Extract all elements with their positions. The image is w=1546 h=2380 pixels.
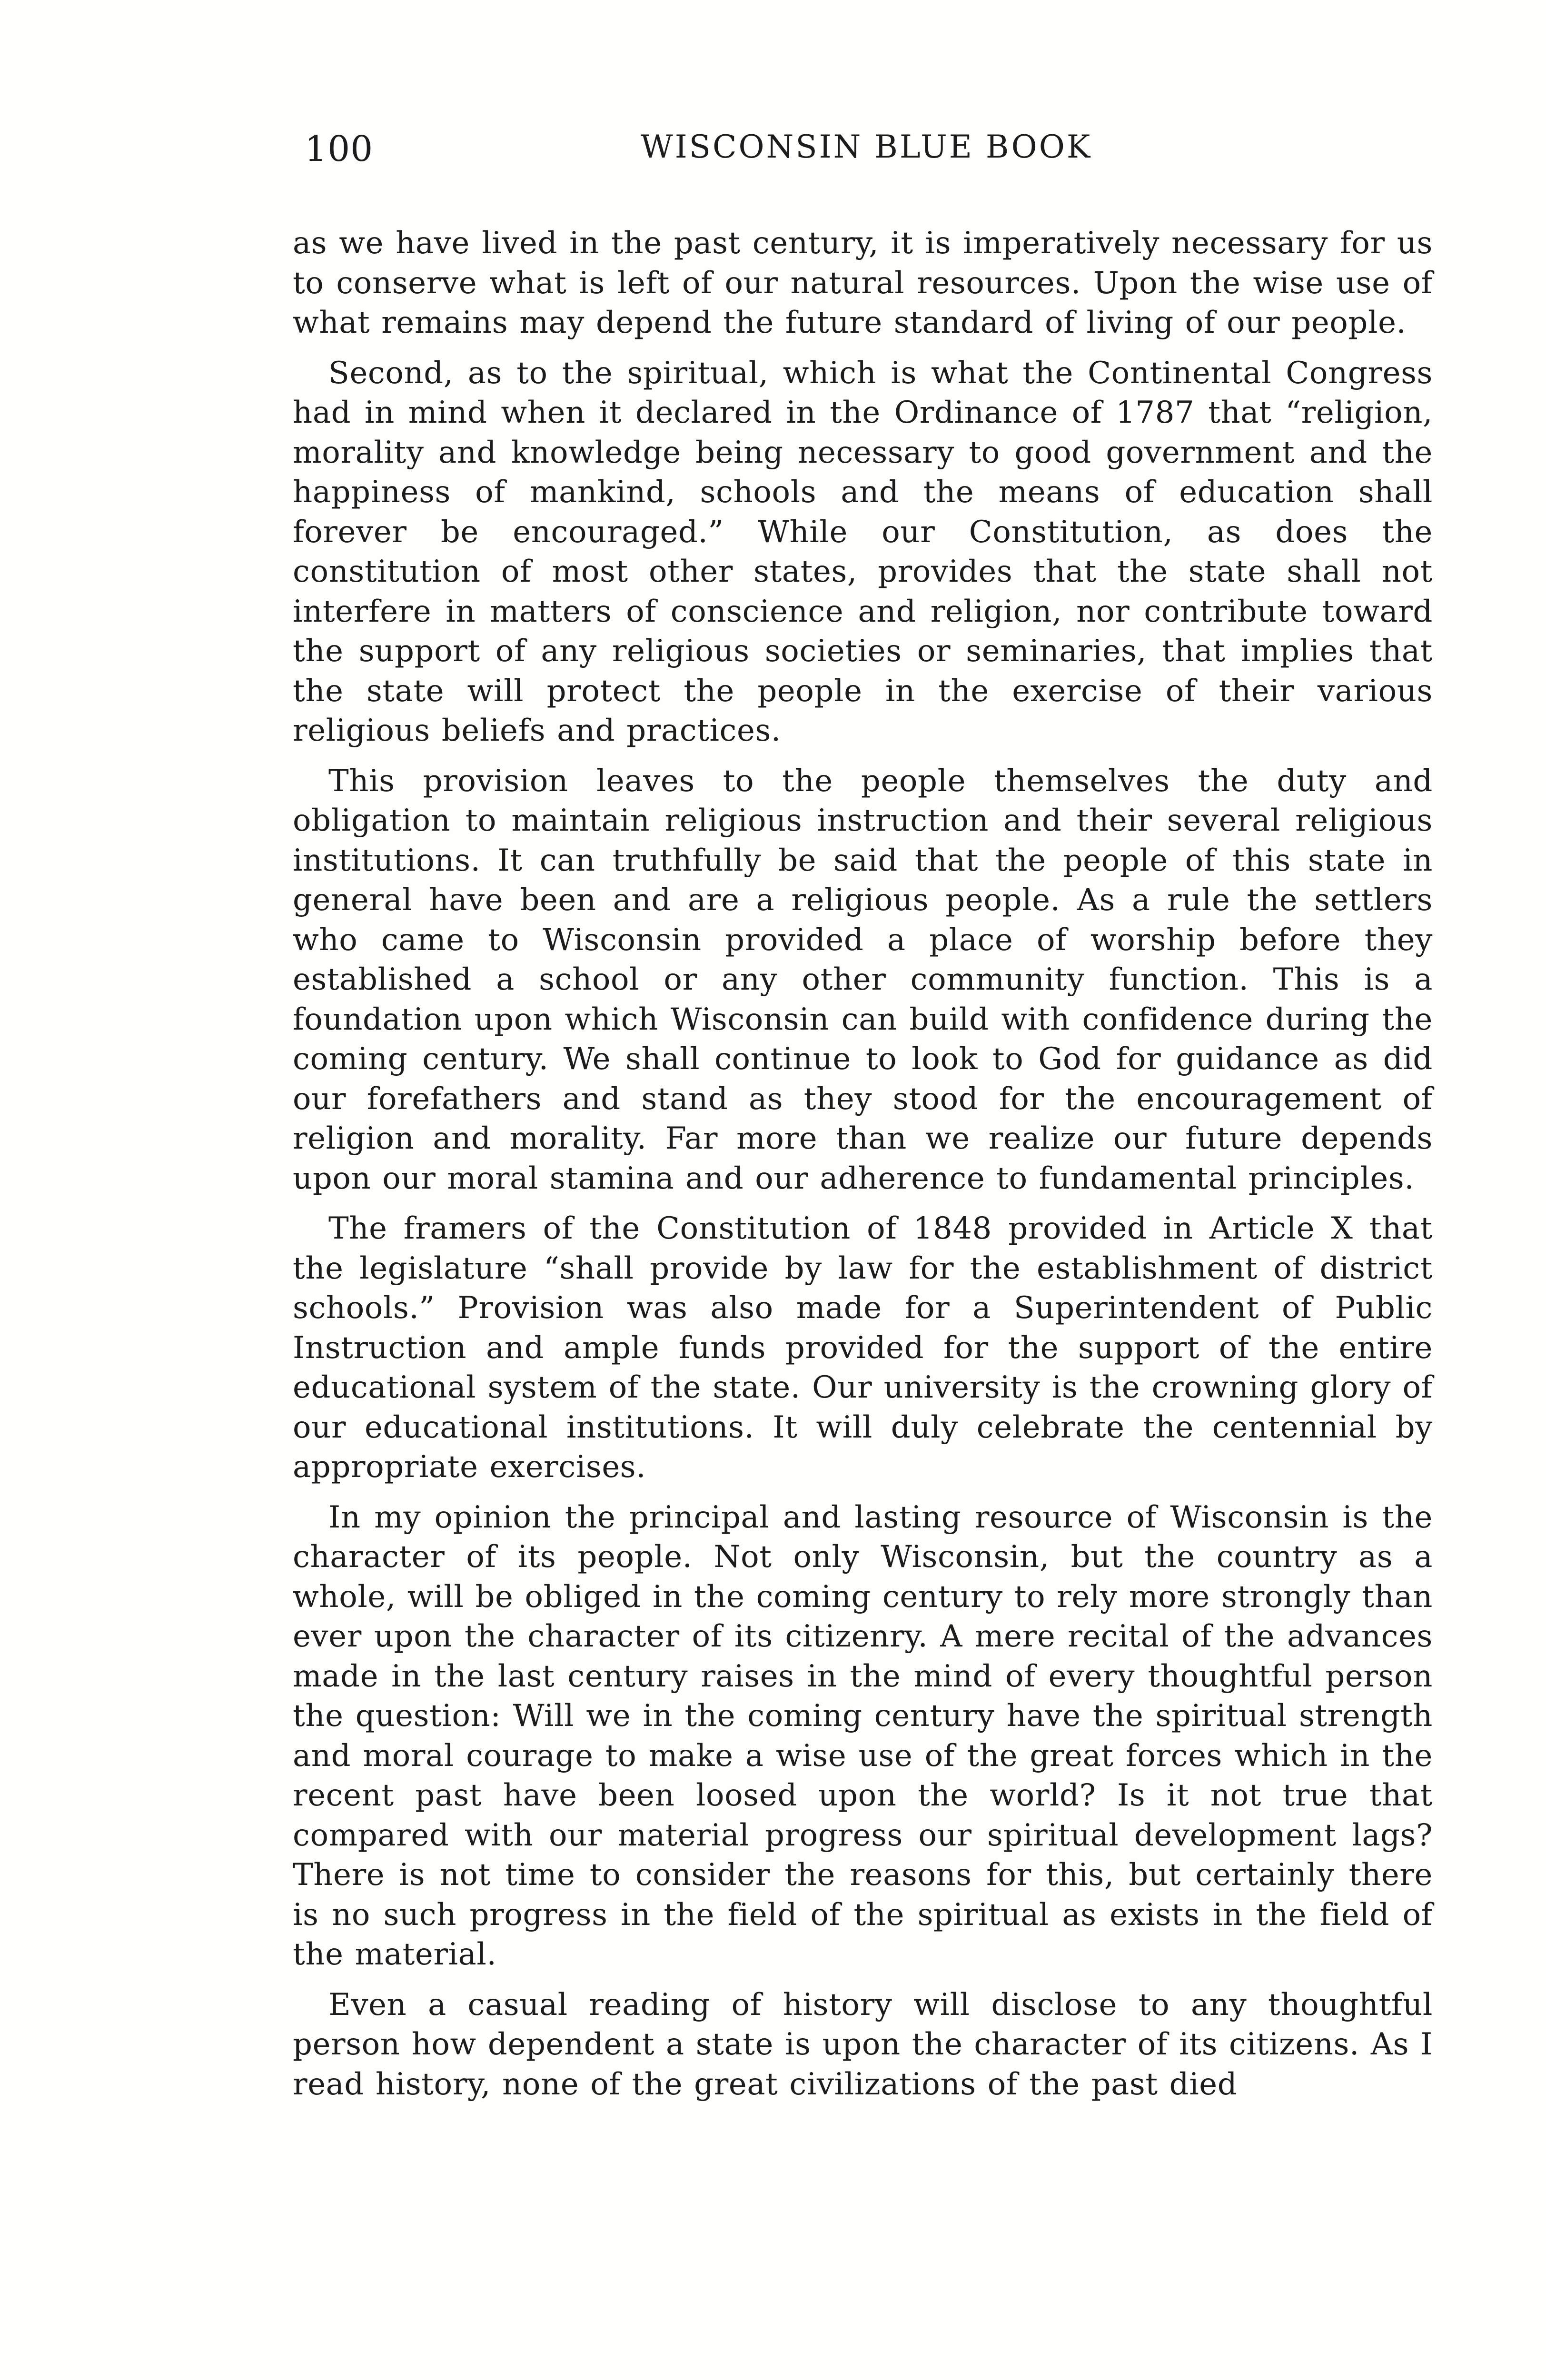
page-number: 100	[305, 129, 374, 169]
paragraph-religious-instruction: This provision leaves to the people themselves the duty and obligation to maintain religious instruction and their several religious institutions. It can truthfully be said that the people of this state in general have been and are a religious people. As a rule the settlers who came to Wisconsin provided a place of worship before they established a school or any other community function. This is a foundation upon which Wisconsin can build with confidence during the coming century. We shall continue to look to God for guidance as did our forefathers and stand as they stood for the encouragement of religion and morality. Far more than we realize our future depends upon our moral stamina and our adherence to fundamental principles.	[293, 763, 1433, 1196]
body-text	[293, 224, 1433, 2115]
running-title: WISCONSIN BLUE BOOK	[640, 129, 1092, 165]
paragraph-continued: as we have lived in the past century, it is imperatively necessary for us to conserve what is left of our natural resources. Upon the wise use of what remains may depend the future standard of living of our people.	[293, 226, 1433, 340]
paragraph-character-of-people: In my opinion the principal and lasting resource of Wisconsin is the character of its people. Not only Wisconsin, but the country as a whole, will be obliged in the coming century to rely more strongly than ever upon the character of its citizenry. A mere recital of the advances made in the last century raises in the mind of every thoughtful person the question: Will we in the coming century have the spiritual strength and moral courage to make a wise use of the great forces which in the recent past have been loosed upon the world? Is it not true that compared with our material progress our spiritual development lags? There is not time to consider the reasons for this, but certainly there is no such progress in the field of the spiritual as exists in the field of the material.	[293, 1499, 1433, 1972]
paragraph-constitution-1848: The framers of the Constitution of 1848 provided in Article X that the legislature “shall provide by law for the establishment of district schools.” Provision was also made for a Superintendent of Public Instruction and ample funds provided for the support of the entire educational system of the state. Our university is the crowning glory of our educational institutions. It will duly celebrate the centennial by appropriate exercises.	[293, 1211, 1433, 1485]
paragraph-history: Even a casual reading of history will disclose to any thoughtful person how dependent a state is upon the character of its citizens. As I read history, none of the great civilizations of the past died	[293, 1987, 1433, 2102]
page-header	[305, 129, 1428, 176]
paragraph-spiritual: Second, as to the spiritual, which is what the Continental Congress had in mind when it declared in the Ordinance of 1787 that “religion, morality and knowledge being necessary to good government and the happiness of mankind, schools and the means of education shall forever be encouraged.” While our Constitution, as does the constitution of most other states, provides that the state shall not interfere in matters of conscience and religion, nor contribute toward the support of any religious societies or seminaries, that implies that the state will protect the people in the exercise of their various religious beliefs and practices.	[293, 355, 1433, 748]
